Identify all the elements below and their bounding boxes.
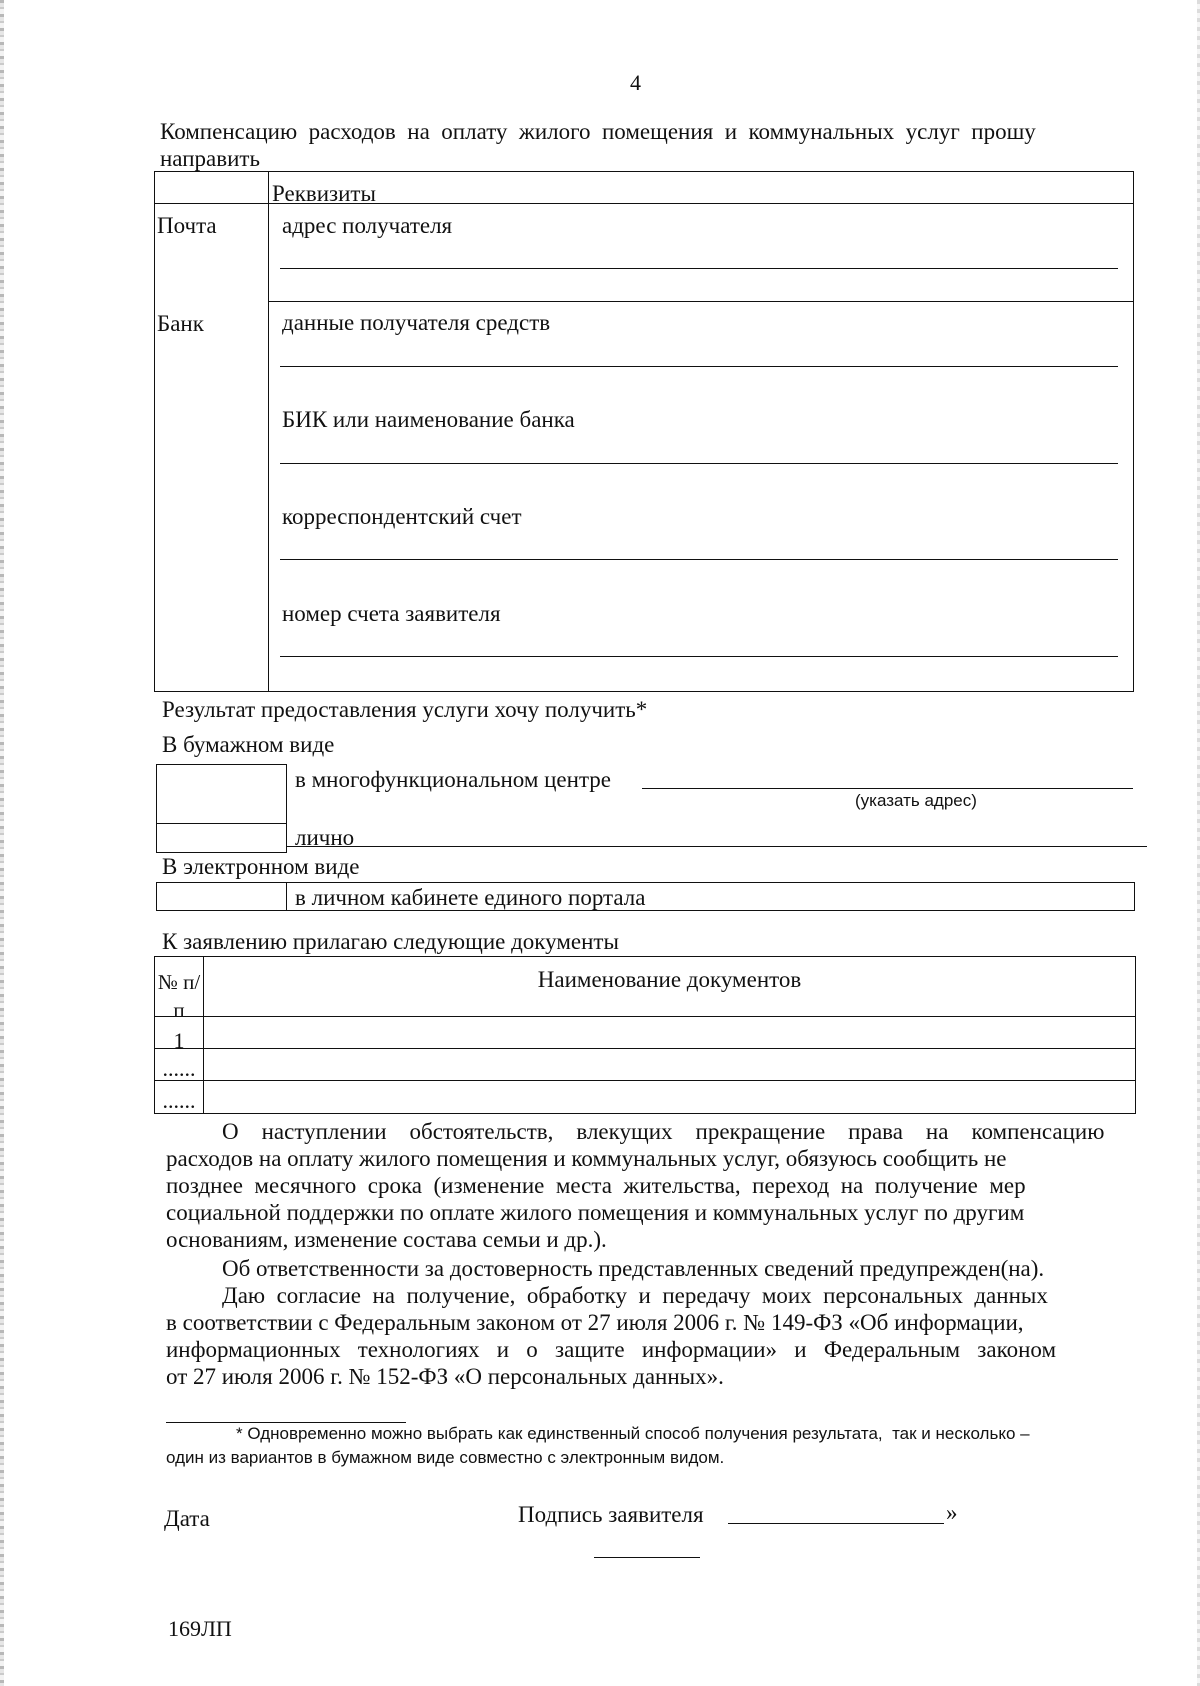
col-num-header: № п/п — [157, 970, 201, 1022]
option-personal: лично — [295, 825, 355, 850]
field-bik-line[interactable] — [280, 463, 1118, 464]
doc-row-num: ...... — [162, 1056, 196, 1081]
field-recipient-data: данные получателя средств — [282, 310, 551, 335]
form-code: 169ЛП — [168, 1616, 232, 1641]
para1-line-4: социальной поддержки по оплате жилого помещения и коммунальных услуг по другим — [166, 1200, 1025, 1225]
personal-line — [287, 846, 1147, 847]
documents-heading: К заявлению прилагаю следующие документы — [162, 929, 619, 954]
para3-last: от 27 июля 2006 г. № 152-ФЗ «О персональных данных». — [166, 1364, 724, 1389]
row-label-bank: Банк — [157, 311, 204, 336]
documents-row-divider-2 — [154, 1080, 1136, 1081]
requisites-header: Реквизиты — [272, 181, 376, 206]
footnote-line-2: один из вариантов в бумажном виде совместно с электронным видом. — [166, 1448, 725, 1467]
col-name-header: Наименование документов — [537, 967, 802, 992]
mfc-address-line[interactable] — [642, 788, 1133, 789]
option-mfc: в многофункциональном центре — [295, 767, 611, 792]
field-recipient-address: адрес получателя — [282, 213, 453, 238]
intro-line-1: Компенсацию расходов на оплату жилого помещения и коммунальных услуг прошу — [160, 119, 1036, 144]
para1-line-2: расходов на оплату жилого помещения и коммунальных услуг, обязуюсь сообщить не — [166, 1146, 1007, 1171]
signature-quote: » — [946, 1500, 958, 1525]
option-portal: в личном кабинете единого портала — [295, 885, 646, 910]
checkbox-mfc[interactable] — [156, 764, 287, 824]
electronic-heading: В электронном виде — [162, 854, 360, 879]
doc-row-2-name[interactable] — [205, 1050, 1134, 1078]
doc-row-num: ...... — [162, 1088, 196, 1113]
doc-row-num: 1 — [173, 1028, 185, 1053]
doc-row-1-name[interactable] — [205, 1018, 1134, 1046]
signature-label: Подпись заявителя — [518, 1502, 704, 1527]
para3-line-1: Даю согласие на получение, обработку и передачу моих персональных данных — [222, 1283, 1048, 1308]
footnote-line-1: * Одновременно можно выбрать как единственный способ получения результата, так и несколько – — [236, 1424, 1030, 1443]
checkbox-personal[interactable] — [156, 823, 287, 853]
documents-header-divider — [154, 1016, 1136, 1017]
paper-heading: В бумажном виде — [162, 732, 335, 757]
intro-line-2: направить — [160, 146, 260, 171]
para3-line-3: информационных технологиях и о защите информации» и Федеральным законом — [166, 1337, 1057, 1362]
address-hint: (указать адрес) — [855, 791, 977, 810]
page-number: 4 — [630, 70, 641, 95]
field-recipient-address-line[interactable] — [280, 268, 1118, 269]
doc-row-3-name[interactable] — [205, 1082, 1134, 1112]
scan-left-edge — [0, 0, 4, 1686]
para1-line-1: О наступлении обстоятельств, влекущих прекращение права на компенсацию — [222, 1119, 1105, 1144]
para3-line-2: в соответствии с Федеральным законом от 27 июля 2006 г. № 149-ФЗ «Об информации, — [166, 1310, 1024, 1335]
field-corr-account: корреспондентский счет — [282, 504, 522, 529]
row-label-pochta: Почта — [157, 213, 217, 238]
para1-line-3: позднее месячного срока (изменение места жительства, переход на получение мер — [166, 1173, 1026, 1198]
field-bik: БИК или наименование банка — [282, 407, 575, 432]
bottom-separator — [594, 1557, 700, 1558]
requisites-col-divider — [268, 171, 269, 692]
para1-last: основаниям, изменение состава семьи и др.). — [166, 1227, 607, 1252]
field-corr-account-line[interactable] — [280, 559, 1118, 560]
date-label: Дата — [164, 1506, 210, 1531]
documents-row-divider-1 — [154, 1048, 1136, 1049]
field-applicant-account-line[interactable] — [280, 656, 1118, 657]
field-applicant-account: номер счета заявителя — [282, 601, 501, 626]
para2: Об ответственности за достоверность представленных сведений предупрежден(на). — [222, 1256, 1045, 1281]
signature-line[interactable] — [728, 1523, 944, 1524]
requisites-row-divider — [268, 301, 1134, 302]
result-heading: Результат предоставления услуги хочу получить* — [162, 697, 648, 722]
field-recipient-data-line[interactable] — [280, 366, 1118, 367]
checkbox-portal[interactable] — [156, 882, 287, 911]
